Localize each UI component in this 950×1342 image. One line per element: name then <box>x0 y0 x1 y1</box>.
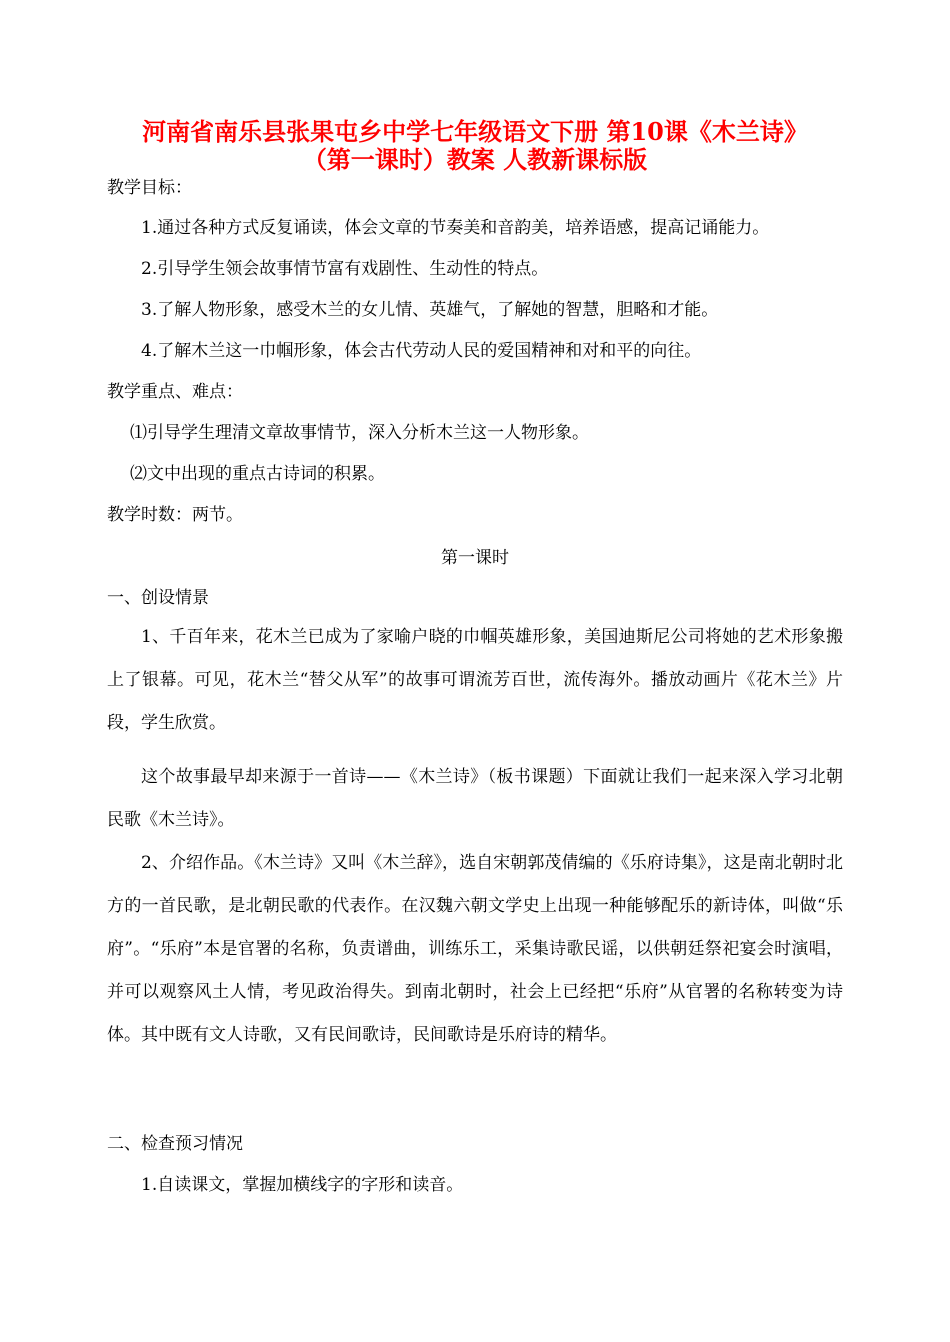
lesson-heading: 第一课时 <box>441 548 509 568</box>
goal-item: 1.通过各种方式反复诵读，体会文章的节奏美和音韵美，培养语感，提高记诵能力。 <box>141 218 770 238</box>
teaching-hours: 教学时数：两节。 <box>107 505 243 525</box>
goal-item: 2.引导学生领会故事情节富有戏剧性、生动性的特点。 <box>141 259 549 279</box>
key-point-item: ⑴引导学生理清文章故事情节，深入分析木兰这一人物形象。 <box>130 423 589 443</box>
key-points-heading: 教学重点、难点： <box>107 382 243 402</box>
goal-item: 4.了解木兰这一巾帼形象，体会古代劳动人民的爱国精神和对和平的向往。 <box>141 341 702 361</box>
section1-paragraph3: 2、介绍作品。《木兰诗》又叫《木兰辞》，选自宋朝郭茂倩编的《乐府诗集》，这是南北朝时北方的一首民歌，是北朝民歌的代表作。在汉魏六朝文学史上出现一种能够配乐的新诗体，叫做“乐府”。“乐府”本是官署的名称，负责谱曲，训练乐工，采集诗歌民谣，以供朝廷祭祀宴会时演唱，并可以观察风土人情，考见政治得失。到南北朝时，社会上已经把“乐府”从官署的名称转变为诗体。其中既有文人诗歌，又有民间歌诗，民间歌诗是乐府诗的精华。 <box>107 853 843 1045</box>
key-point-item: ⑵文中出现的重点古诗词的积累。 <box>130 464 385 484</box>
document-title-line1: 河南省南乐县张果屯乡中学七年级语文下册 第10课《木兰诗》 <box>142 117 808 146</box>
goal-item: 3.了解人物形象，感受木兰的女儿情、英雄气，了解她的智慧，胆略和才能。 <box>141 300 719 320</box>
goals-heading: 教学目标： <box>107 178 192 198</box>
section2-heading: 二、检查预习情况 <box>107 1134 243 1154</box>
section1-paragraph2: 这个故事最早却来源于一首诗——《木兰诗》（板书课题）下面就让我们一起来深入学习北朝民歌《木兰诗》。 <box>107 767 843 830</box>
section1-heading: 一、创设情景 <box>107 588 209 608</box>
section1-paragraph1: 1、千百年来，花木兰已成为了家喻户晓的巾帼英雄形象，美国迪斯尼公司将她的艺术形象搬上了银幕。可见，花木兰“替父从军”的故事可谓流芳百世，流传海外。播放动画片《花木兰》片段，学生欣赏。 <box>107 627 843 733</box>
document-title-line2: （第一课时）教案 人教新课标版 <box>302 145 648 174</box>
section2-item: 1.自读课文，掌握加横线字的字形和读音。 <box>141 1175 464 1195</box>
